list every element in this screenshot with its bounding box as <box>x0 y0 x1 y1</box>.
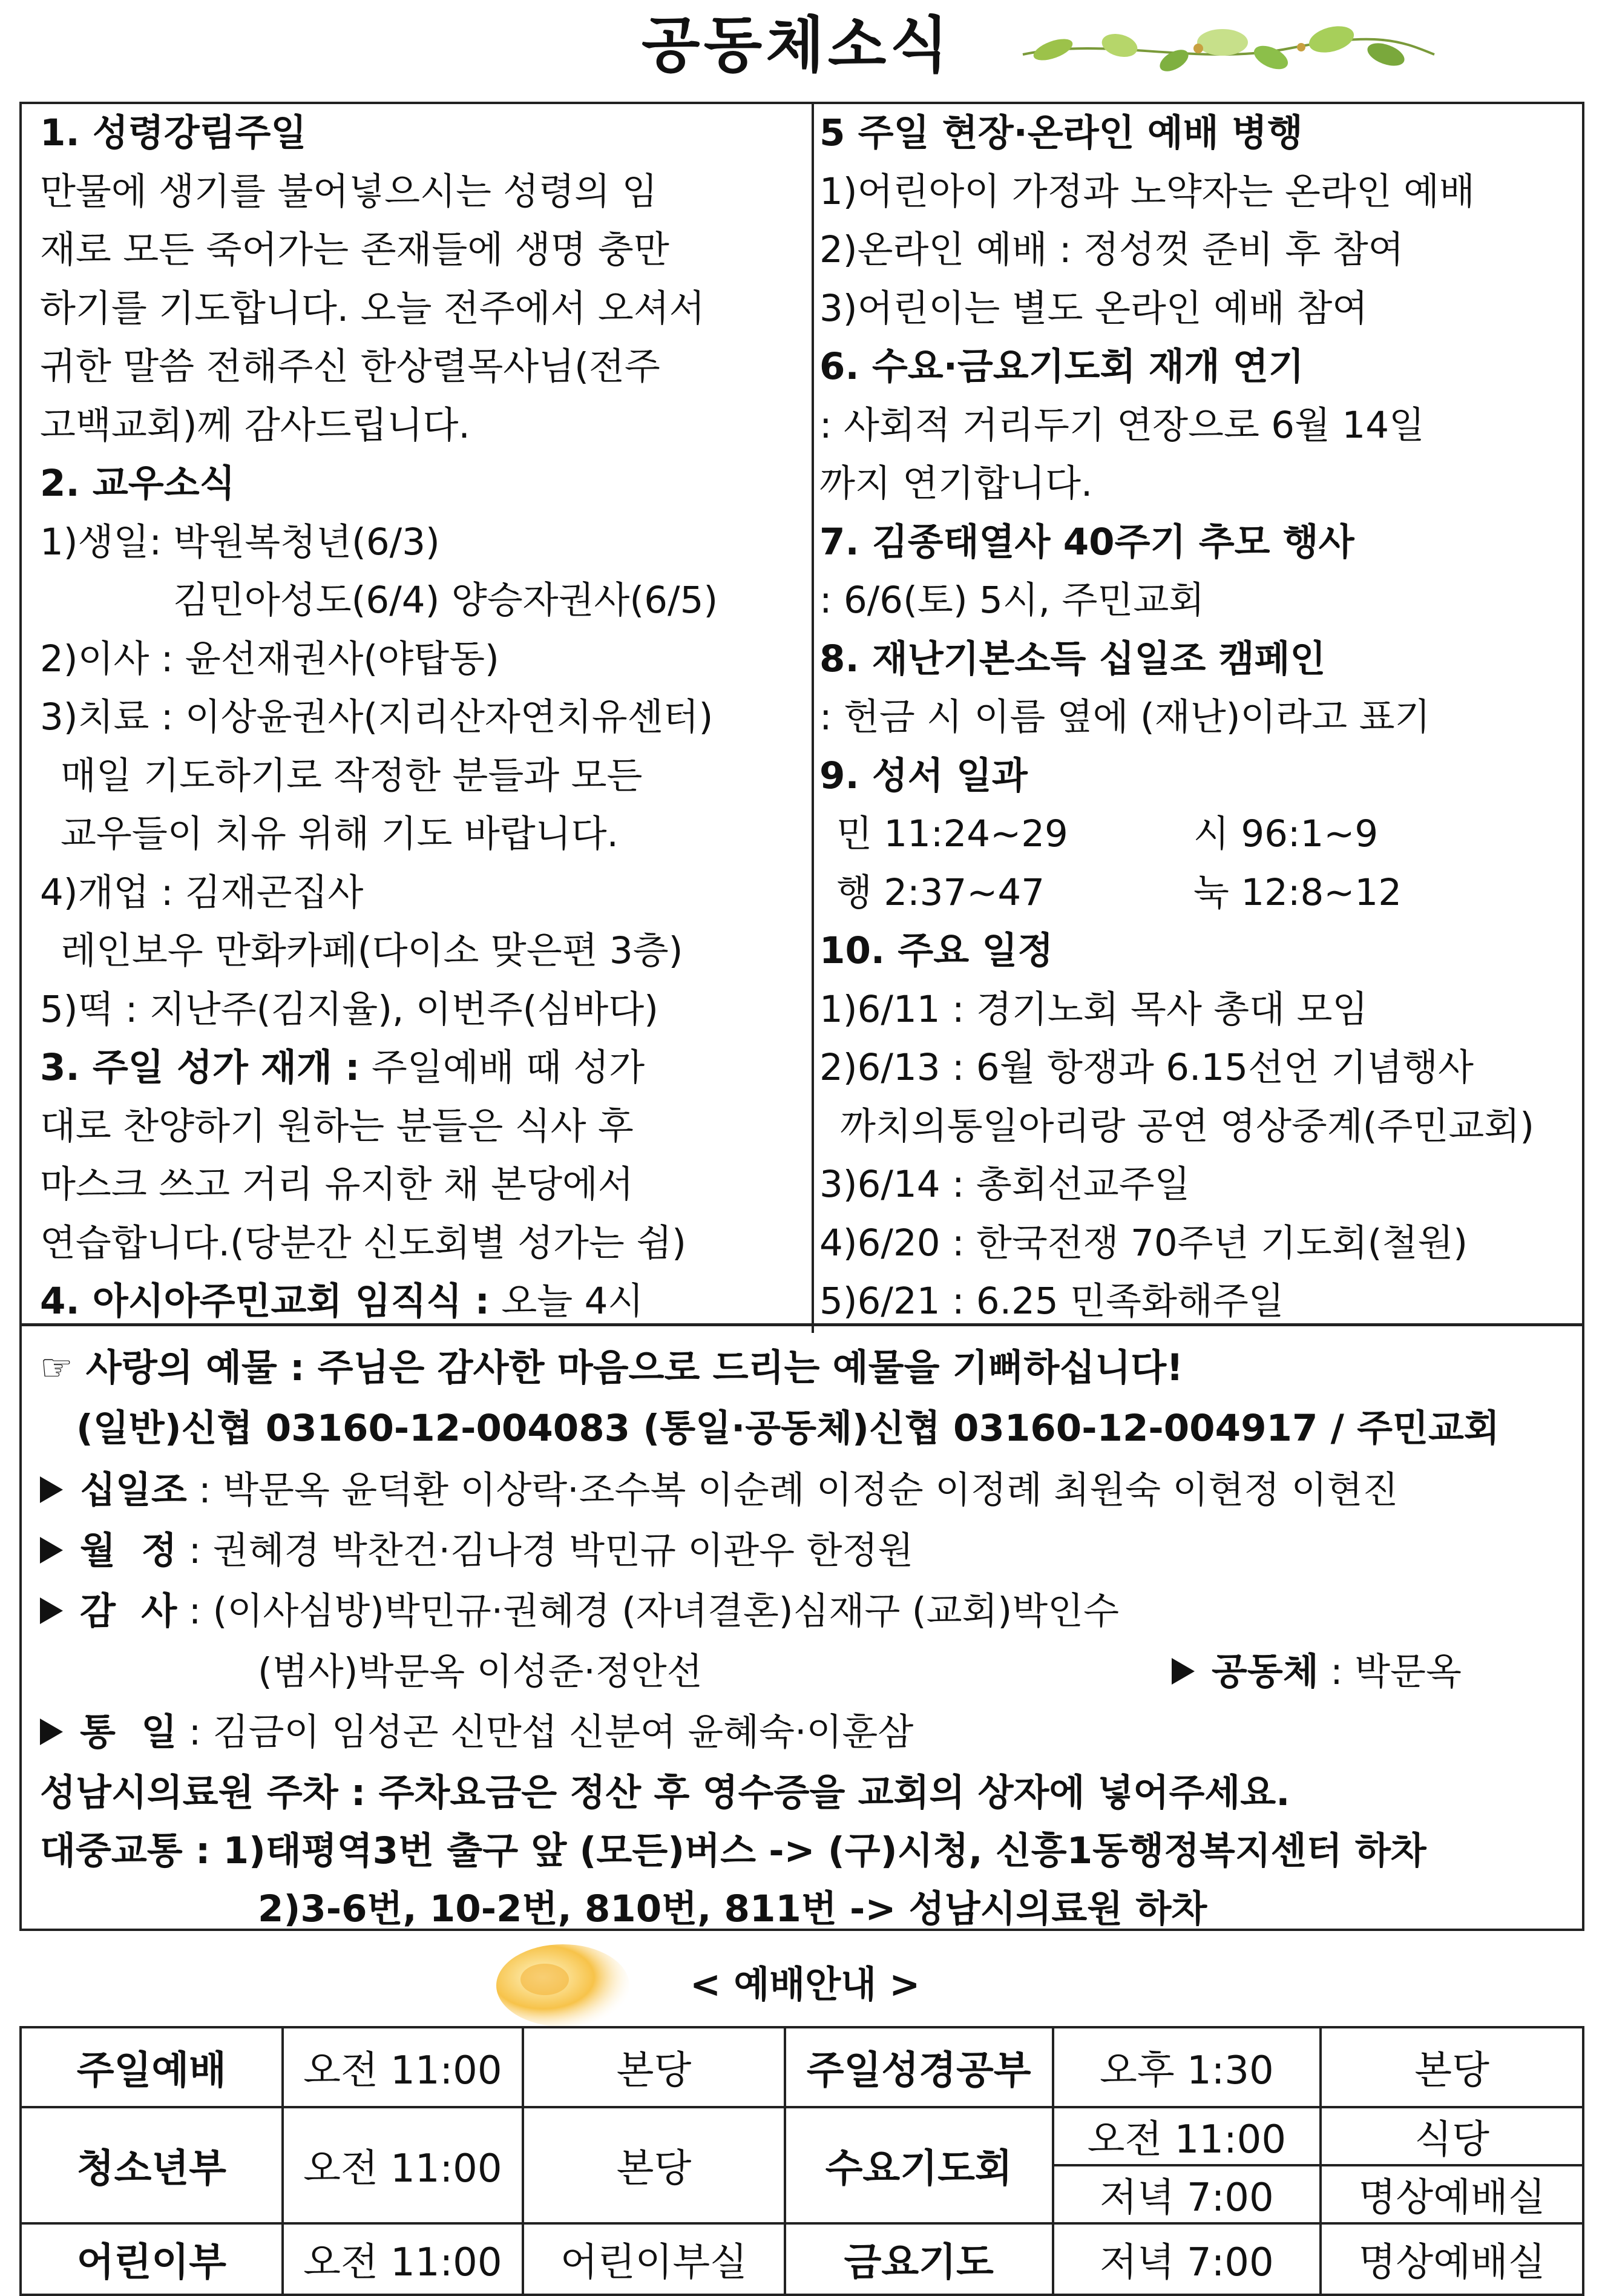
text-line: 까치의통일아리랑 공연 영상중계(주민교회) <box>840 1104 1535 1148</box>
reading: 민 11:24~29 <box>836 812 1068 855</box>
table-cell: 어린이부실 <box>523 2223 785 2295</box>
table-cell: 주일성경공부 <box>785 2027 1053 2107</box>
left-column <box>40 104 802 1331</box>
text-inline: 오늘 4시 <box>501 1280 644 1323</box>
section-title: 5 주일 현장·온라인 예배 병행 <box>819 111 1303 154</box>
text-line: 레인보우 만화카페(다이소 맞은편 3층) <box>61 929 683 972</box>
section-title: 1. 성령강림주일 <box>40 111 307 154</box>
text-line: 재로 모든 죽어가는 존재들에 생명 충만 <box>40 228 669 271</box>
offering-box <box>19 1324 1584 1931</box>
page-title: 공동체소식 <box>642 10 952 81</box>
unity-label: 통 일 <box>80 1711 177 1754</box>
unity-row <box>40 1703 913 1755</box>
section-title: 4. 아시아주민교회 임직식 : <box>40 1280 490 1323</box>
table-cell: 오전 11:00 <box>283 2027 523 2107</box>
text-line: 까지 연기합니다. <box>819 462 1093 505</box>
monthly-names: : 권혜경 박찬건·김나경 박민규 이관우 한정원 <box>188 1529 914 1572</box>
text-line <box>40 1272 802 1331</box>
text-line: 하기를 기도합니다. 오늘 전주에서 오셔서 <box>40 286 705 330</box>
text-line: 1)생일: 박원복청년(6/3) <box>40 520 440 564</box>
section-title: 2. 교우소식 <box>40 462 235 505</box>
transit-line-2: 2)3-6번, 10-2번, 810번, 811번 -> 성남시의료원 하차 <box>258 1887 1207 1930</box>
text-line: 2)온라인 예배 : 정성껏 준비 후 참여 <box>819 228 1404 271</box>
table-cell: 오전 11:00 <box>283 2223 523 2295</box>
offering-heading: ☞ 사랑의 예물 : 주님은 감사한 마음으로 드리는 예물을 기뻐하십니다! <box>40 1346 1184 1389</box>
community-row <box>1172 1642 1462 1695</box>
text-line: 마스크 쓰고 거리 유지한 채 본당에서 <box>40 1163 634 1206</box>
right-column <box>819 104 1576 1331</box>
flower-decoration <box>496 1943 635 2028</box>
thanks-row <box>40 1582 1119 1634</box>
text-line <box>819 805 1576 864</box>
section-title: 10. 주요 일정 <box>819 929 1054 972</box>
table-cell: 청소년부 <box>21 2107 283 2223</box>
text-line <box>40 1039 802 1097</box>
table-cell: 금요기도 <box>785 2223 1053 2295</box>
section-title: 8. 재난기본소득 십일조 캠페인 <box>819 637 1326 680</box>
tithe-names: : 박문옥 윤덕환 이상락·조수복 이순례 이정순 이정례 최원숙 이현정 이현진 <box>199 1469 1399 1511</box>
text-line: 5)떡 : 지난주(김지율), 이번주(심바다) <box>40 987 658 1031</box>
table-cell: 주일예배 <box>21 2027 283 2107</box>
tithe-row <box>40 1461 1398 1513</box>
table-row <box>21 2223 1583 2295</box>
community-label: 공동체 <box>1212 1650 1319 1693</box>
text-line: 3)6/14 : 총회선교주일 <box>819 1163 1190 1206</box>
text-line: 1)6/11 : 경기노회 목사 총대 모임 <box>819 987 1368 1031</box>
column-divider <box>812 104 814 1333</box>
text-line: 5)6/21 : 6.25 민족화해주일 <box>819 1280 1284 1323</box>
triangle-bullet-icon <box>40 1537 63 1564</box>
section-title: 3. 주일 성가 재개 : <box>40 1046 360 1089</box>
text-line: 대로 찬양하기 원하는 분들은 식사 후 <box>40 1104 634 1148</box>
text-line: 매일 기도하기로 작정한 분들과 모든 <box>61 754 643 797</box>
tithe-label: 십일조 <box>80 1469 187 1511</box>
community-names: : 박문옥 <box>1330 1650 1462 1693</box>
triangle-bullet-icon <box>1172 1658 1195 1685</box>
unity-names: : 김금이 임성곤 신만섭 신분여 윤혜숙·이훈삼 <box>188 1711 914 1754</box>
table-cell: 명상예배실 <box>1321 2223 1583 2295</box>
monthly-row <box>40 1521 913 1574</box>
reading: 눅 12:8~12 <box>1193 870 1402 914</box>
transit-line-1: 대중교통 : 1)태평역3번 출구 앞 (모든)버스 -> (구)시청, 신흥1동행정복지센터 하차 <box>40 1829 1426 1872</box>
triangle-bullet-icon <box>40 1476 63 1503</box>
text-line: 2)6/13 : 6월 항쟁과 6.15선언 기념행사 <box>819 1046 1474 1089</box>
table-cell: 저녁 7:00 <box>1053 2165 1321 2223</box>
text-line: 3)치료 : 이상윤권사(지리산자연치유센터) <box>40 696 714 738</box>
table-row <box>21 2027 1583 2107</box>
table-cell: 오전 11:00 <box>283 2107 523 2223</box>
table-cell: 본당 <box>523 2027 785 2107</box>
table-cell: 어린이부 <box>21 2223 283 2295</box>
text-line: 만물에 생기를 불어넣으시는 성령의 임 <box>40 169 658 213</box>
text-line: 김민아성도(6/4) 양승자권사(6/5) <box>173 579 718 622</box>
section-title: 9. 성서 일과 <box>819 754 1028 797</box>
worship-schedule-table <box>19 2026 1584 2296</box>
triangle-bullet-icon <box>40 1597 63 1624</box>
thanks-names-2: (범사)박문옥 이성준·정안선 <box>258 1650 703 1693</box>
text-line: : 6/6(토) 5시, 주민교회 <box>819 579 1205 622</box>
text-line: 연습합니다.(당분간 신도회별 성가는 쉼) <box>40 1221 686 1265</box>
section-title: 7. 김종태열사 40주기 추모 행사 <box>819 520 1354 564</box>
text-line: : 헌금 시 이름 옆에 (재난)이라고 표기 <box>819 696 1431 738</box>
text-inline: 주일예배 때 성가 <box>371 1046 645 1089</box>
triangle-bullet-icon <box>40 1719 63 1745</box>
table-row <box>21 2107 1583 2165</box>
leaf-vine-decoration <box>1017 12 1440 91</box>
thanks-label: 감 사 <box>80 1590 177 1633</box>
text-line <box>819 864 1576 923</box>
text-line: 3)어린이는 별도 온라인 예배 참여 <box>819 286 1368 330</box>
monthly-label: 월 정 <box>80 1529 177 1572</box>
text-line: 1)어린아이 가정과 노약자는 온라인 예배 <box>819 169 1475 213</box>
table-cell: 저녁 7:00 <box>1053 2223 1321 2295</box>
text-line: 4)개업 : 김재곤집사 <box>40 870 364 914</box>
reading: 행 2:37~47 <box>836 870 1045 914</box>
table-cell: 명상예배실 <box>1321 2165 1583 2223</box>
text-line: 4)6/20 : 한국전쟁 70주년 기도회(철원) <box>819 1221 1468 1265</box>
text-line: 고백교회)께 감사드립니다. <box>40 403 470 447</box>
table-cell: 오전 11:00 <box>1053 2107 1321 2165</box>
thanks-names: : (이사심방)박민규·권혜경 (자녀결혼)심재구 (교회)박인수 <box>188 1590 1119 1633</box>
parking-notice: 성남시의료원 주차 : 주차요금은 정산 후 영수증을 교회의 상자에 넣어주세요. <box>40 1771 1290 1814</box>
worship-guide-title: < 예배안내 > <box>690 1963 921 2006</box>
text-line: 귀한 말씀 전해주신 한상렬목사님(전주 <box>40 345 660 388</box>
table-cell: 본당 <box>1321 2027 1583 2107</box>
header <box>0 0 1605 97</box>
text-line: 2)이사 : 윤선재권사(야탑동) <box>40 637 499 680</box>
bank-accounts: (일반)신협 03160-12-004083 (통일·공동체)신협 03160-12-004917 / 주민교회 <box>76 1407 1500 1450</box>
table-cell: 본당 <box>523 2107 785 2223</box>
section-title: 6. 수요·금요기도회 재개 연기 <box>819 345 1304 388</box>
table-cell: 식당 <box>1321 2107 1583 2165</box>
table-cell: 오후 1:30 <box>1053 2027 1321 2107</box>
reading: 시 96:1~9 <box>1193 812 1379 855</box>
text-line: 교우들이 치유 위해 기도 바랍니다. <box>61 812 619 855</box>
table-cell: 수요기도회 <box>785 2107 1053 2223</box>
text-line: : 사회적 거리두기 연장으로 6월 14일 <box>819 403 1425 447</box>
news-box <box>19 102 1584 1326</box>
